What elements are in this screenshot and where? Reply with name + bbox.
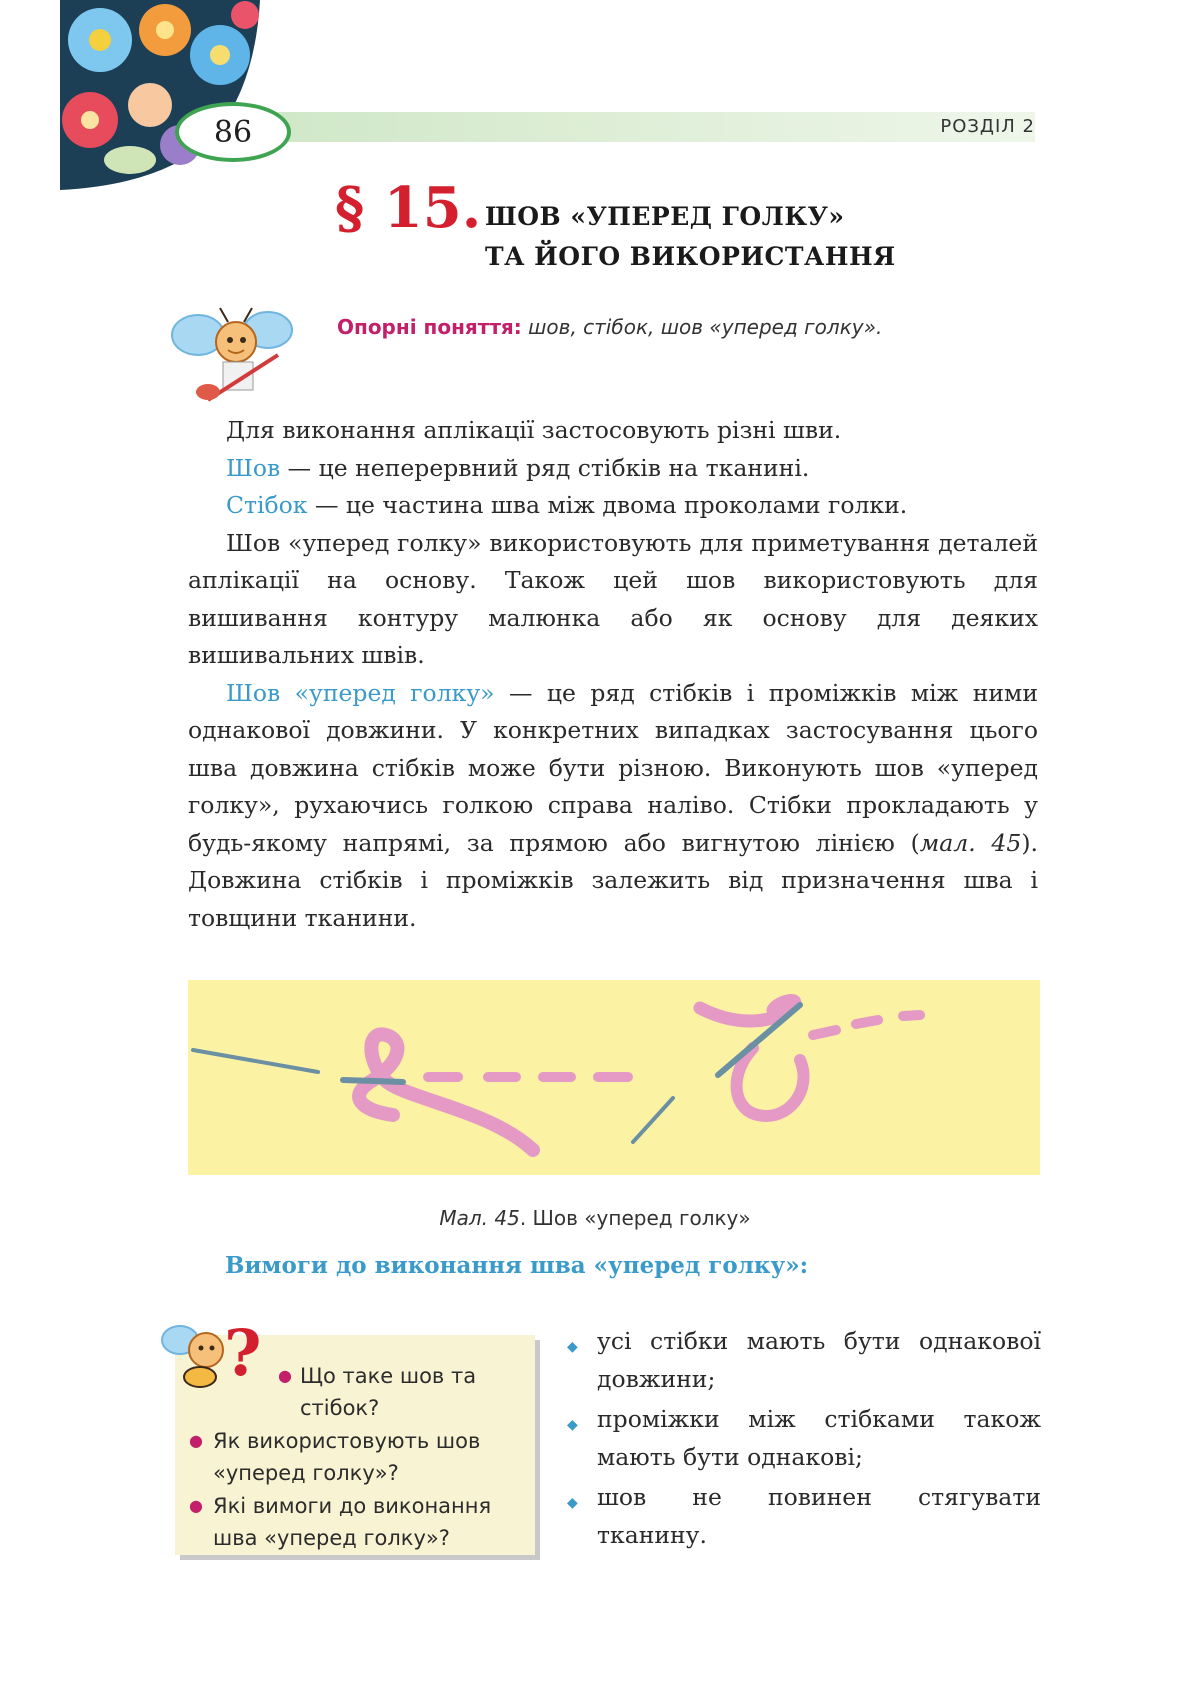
term: Стібок	[226, 491, 308, 519]
question-item: Які вимоги до виконання шва «уперед голку»?	[213, 1494, 492, 1550]
paragraph-text: — це частина шва між двома проколами голки.	[307, 491, 908, 519]
questions-list	[189, 1425, 523, 1489]
body-text	[188, 412, 1038, 937]
key-concepts	[337, 315, 882, 339]
questions-list	[278, 1360, 530, 1424]
paragraph: Для виконання аплікації застосовують різні шви.	[226, 416, 842, 444]
requirements-list	[565, 1322, 1041, 1556]
requirement-item	[565, 1478, 1041, 1554]
thread	[737, 1048, 804, 1116]
figure-caption	[0, 1206, 1190, 1230]
caption-ref: Мал. 45	[439, 1206, 520, 1230]
bullet-icon: ●	[278, 1366, 292, 1385]
key-concepts-label: Опорні поняття:	[337, 315, 522, 339]
bee-mascot-icon	[168, 300, 308, 410]
diamond-bullet-icon: ◆	[567, 1495, 578, 1511]
paragraph-text: ). Довжина стібків і проміжків залежить від призначення шва і товщини тканини.	[188, 828, 1038, 932]
requirement-text: проміжки між стібками також мають бути однакові;	[597, 1405, 1041, 1471]
page-title-line1: ШОВ «УПЕРЕД ГОЛКУ»	[485, 202, 845, 231]
paragraph: Шов «уперед голку» використовують для приметування деталей аплікації на основу. Також цей шов використовують для вишивання контуру малюнка або як основу для деяких вишивальних швів.	[188, 528, 1038, 669]
thread	[359, 1034, 533, 1150]
caption-text: . Шов «уперед голку»	[519, 1206, 751, 1230]
paragraph-text: — це неперервний ряд стібків на тканині.	[280, 453, 810, 482]
requirement-text: усі стібки мають бути однакової довжини;	[597, 1327, 1041, 1393]
page-title-line2: ТА ЙОГО ВИКОРИСТАННЯ	[485, 242, 896, 271]
requirement-item	[565, 1400, 1041, 1476]
section-label: РОЗДІЛ 2	[940, 116, 1035, 137]
diamond-bullet-icon: ◆	[567, 1339, 578, 1355]
needle-icon	[343, 1080, 403, 1082]
page-number: 86	[175, 102, 291, 162]
requirements-heading: Вимоги до виконання шва «уперед голку»:	[225, 1252, 809, 1279]
paragraph-text: — це ряд стібків і проміжків між ними однакової довжини. У конкретних випадках застосування цього шва довжина стібків може бути різною. Виконують шов «уперед голку», рухаючись голкою справа наліво. Стібки прокладають у будь-якому напрямі, за прямою або вигнутою лінією (	[188, 678, 1038, 857]
bullet-icon: ●	[189, 1496, 203, 1515]
header-bar	[235, 112, 1035, 142]
requirement-item	[565, 1322, 1041, 1398]
figure-reference: мал. 45	[919, 828, 1022, 857]
bullet-icon: ●	[189, 1431, 203, 1450]
paragraph	[188, 450, 1038, 488]
stitch-illustration	[188, 980, 1040, 1175]
needle-icon	[193, 1050, 318, 1072]
term: Шов «уперед голку»	[226, 678, 495, 707]
paragraph	[188, 675, 1038, 938]
key-concepts-value: шов, стібок, шов «уперед голку».	[528, 315, 883, 339]
question-bee-icon	[158, 1305, 268, 1400]
paragraph	[188, 487, 1038, 525]
stitch	[813, 1030, 836, 1035]
svg-text:?: ?	[224, 1316, 262, 1391]
paragraph-number: § 15.	[335, 175, 482, 241]
question-item: Як використовують шов «уперед голку»?	[213, 1429, 481, 1485]
questions-list	[189, 1490, 518, 1554]
needle-icon	[633, 1098, 673, 1142]
term: Шов	[226, 453, 281, 482]
diamond-bullet-icon: ◆	[567, 1417, 578, 1433]
stitch	[903, 1015, 920, 1016]
requirement-text: шов не повинен стягувати тканину.	[597, 1483, 1041, 1549]
question-item: Що таке шов та стібок?	[300, 1364, 477, 1420]
flower-decoration-icon	[60, 0, 270, 195]
running-stitch-figure	[188, 980, 1040, 1175]
stitch	[856, 1020, 878, 1024]
